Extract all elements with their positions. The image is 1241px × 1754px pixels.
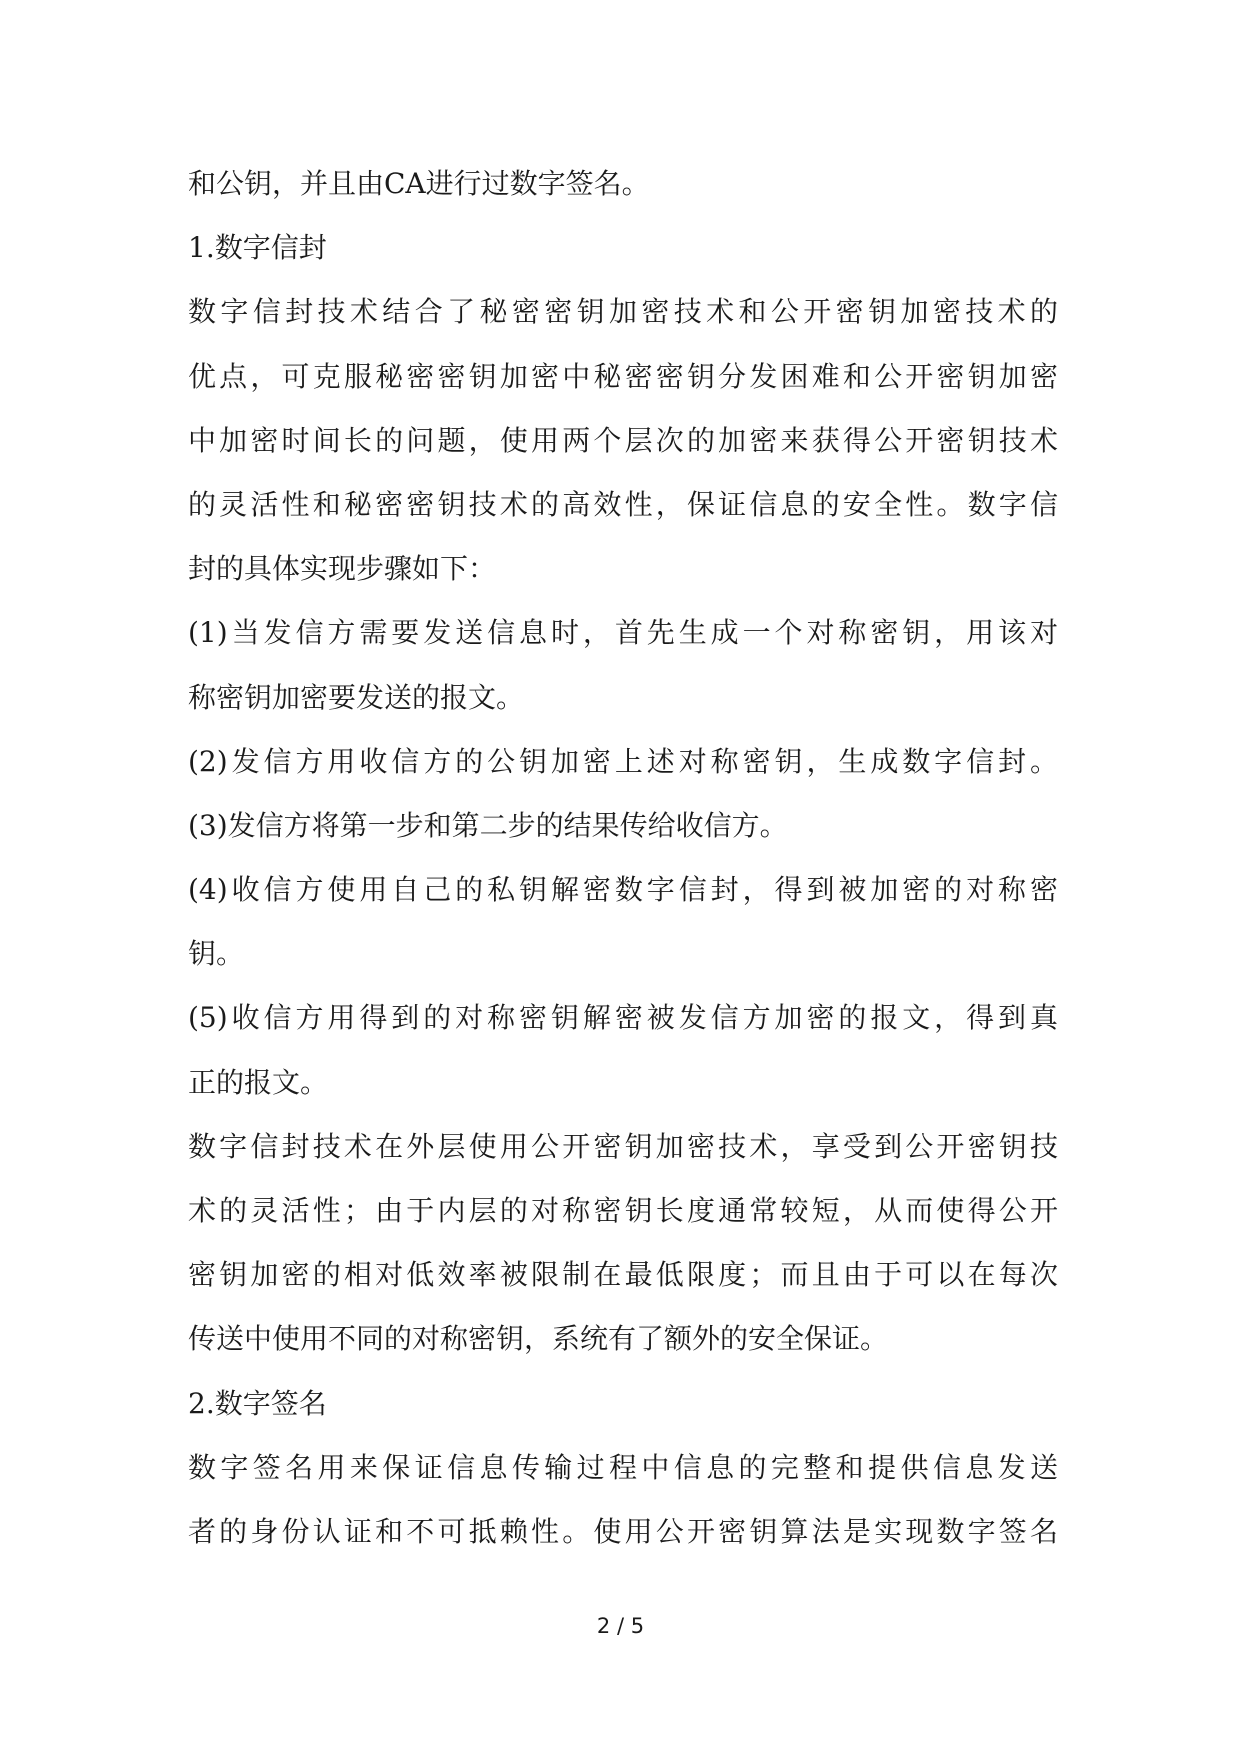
text-line: 正的报文。 <box>188 1065 329 1099</box>
text-line: 称密钥加密要发送的报文。 <box>188 680 525 714</box>
list-item-step-4: (4)收信方使用自己的私钥解密数字信封，得到被加密的对称密 <box>188 873 1058 907</box>
text-line: 的灵活性和秘密密钥技术的高效性，保证信息的安全性。数字信 <box>188 487 1058 521</box>
list-item-step-1: (1)当发信方需要发送信息时，首先生成一个对称密钥，用该对 <box>188 616 1058 650</box>
page-number: 2 / 5 <box>596 1614 645 1638</box>
text-line: 钥。 <box>188 937 245 971</box>
list-item-step-5: (5)收信方用得到的对称密钥解密被发信方加密的报文，得到真 <box>188 1001 1058 1035</box>
text-line: 和公钥，并且由CA进行过数字签名。 <box>188 167 650 200</box>
list-item-step-3: (3)发信方将第一步和第二步的结果传给收信方。 <box>188 808 788 842</box>
text-line: 优点，可克服秘密密钥加密中秘密密钥分发困难和公开密钥加密 <box>188 359 1058 393</box>
section-heading-digital-envelope: 1.数字信封 <box>188 231 327 265</box>
text-line: 数字信封技术在外层使用公开密钥加密技术，享受到公开密钥技 <box>188 1129 1058 1163</box>
text-line: 密钥加密的相对低效率被限制在最低限度；而且由于可以在每次 <box>188 1258 1058 1292</box>
text-line: 中加密时间长的问题，使用两个层次的加密来获得公开密钥技术 <box>188 423 1058 457</box>
text-line: 封的具体实现步骤如下： <box>188 552 497 586</box>
list-item-step-2: (2)发信方用收信方的公钥加密上述对称密钥，生成数字信封。 <box>188 744 1058 778</box>
text-line: 数字签名用来保证信息传输过程中信息的完整和提供信息发送 <box>188 1450 1058 1484</box>
document-body <box>188 152 1058 1564</box>
text-line: 数字信封技术结合了秘密密钥加密技术和公开密钥加密技术的 <box>188 295 1058 329</box>
section-heading-digital-signature: 2.数字签名 <box>188 1386 327 1420</box>
text-line: 者的身份认证和不可抵赖性。使用公开密钥算法是实现数字签名 <box>188 1514 1058 1548</box>
text-line: 传送中使用不同的对称密钥，系统有了额外的安全保证。 <box>188 1322 889 1356</box>
text-line: 术的灵活性；由于内层的对称密钥长度通常较短，从而使得公开 <box>188 1194 1058 1227</box>
